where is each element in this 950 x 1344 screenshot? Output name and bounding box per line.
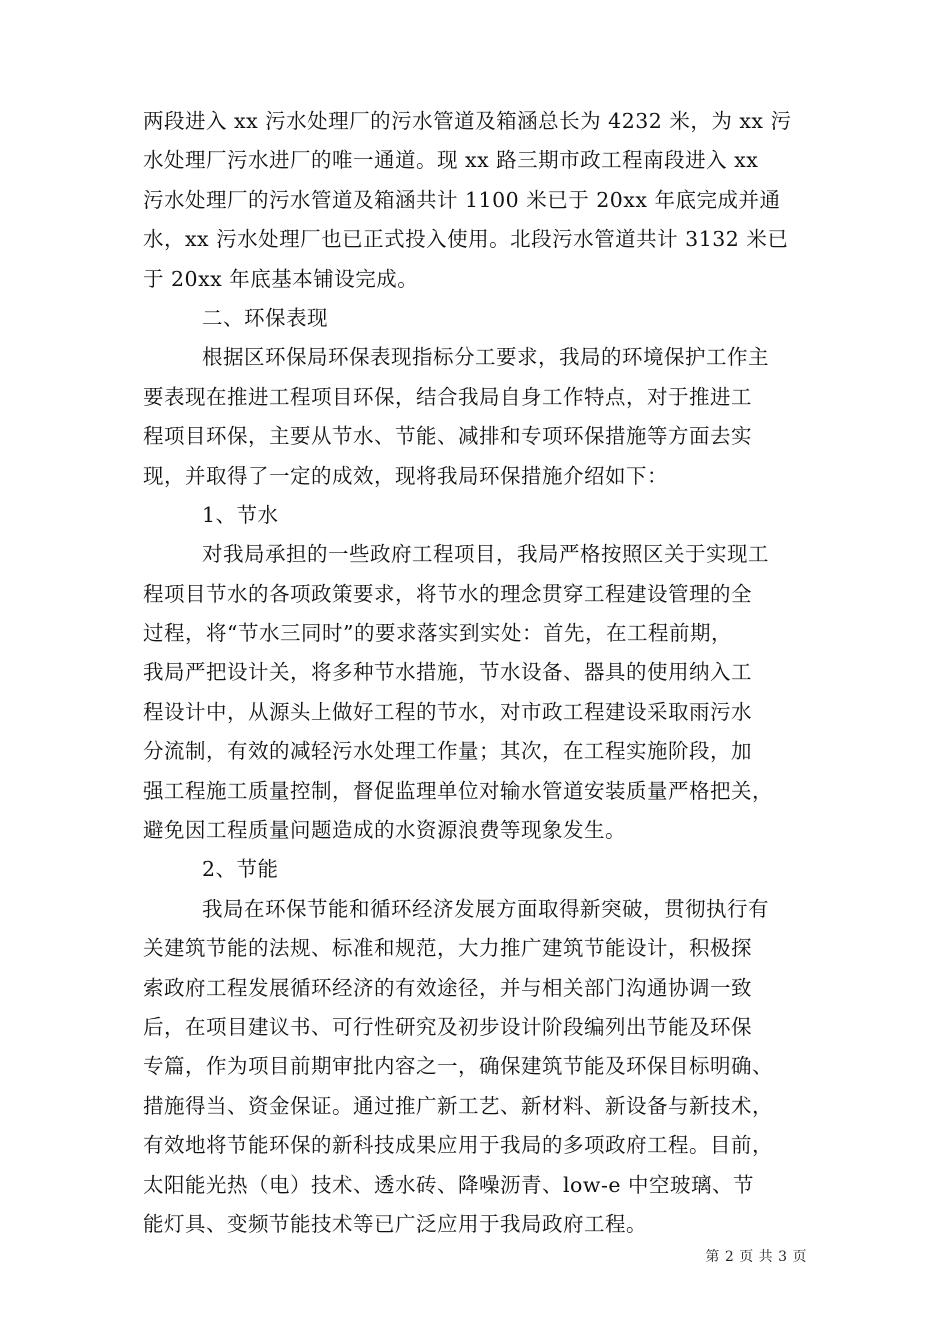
text-line: 太阳能光热（电）技术、透水砖、降噪沥青、low-e 中空玻璃、节 [143,1172,755,1197]
text-line: 我局在环保节能和循环经济发展方面取得新突破，贯彻执行有 [202,896,769,921]
page-number-footer: 第 2 页 共 3 页 [705,1249,807,1265]
text-line: 水，xx 污水处理厂也已正式投入使用。北段污水管道共计 3132 米已 [143,227,789,252]
text-line: 现，并取得了一定的成效，现将我局环保措施介绍如下： [143,463,668,488]
text-line: 能灯具、变频节能技术等已广泛应用于我局政府工程。 [143,1211,647,1236]
text-line: 程项目节水的各项政策要求，将节水的理念贯穿工程建设管理的全 [143,581,752,606]
body-text [143,102,823,1244]
text-line: 水处理厂污水进厂的唯一通道。现 xx 路三期市政工程南段进入 xx [143,148,759,173]
text-line: 根据区环保局环保表现指标分工要求，我局的环境保护工作主 [202,345,769,370]
text-line: 分流制，有效的减轻污水处理工作量；其次，在工程实施阶段，加 [143,739,752,764]
text-line: 有效地将节能环保的新科技成果应用于我局的多项政府工程。目前， [143,1133,773,1158]
section-heading: 二、环保表现 [202,305,328,330]
text-line: 程项目环保，主要从节水、节能、减排和专项环保措施等方面去实 [143,424,752,449]
text-line: 程设计中，从源头上做好工程的节水，对市政工程建设采取雨污水 [143,699,752,724]
text-line: 两段进入 xx 污水处理厂的污水管道及箱涵总长为 4232 米，为 xx 污 [143,109,792,133]
text-line: 要表现在推进工程项目环保，结合我局自身工作特点，对于推进工 [143,384,752,409]
text-line: 专篇，作为项目前期审批内容之一，确保建筑节能及环保目标明确、 [143,1054,773,1079]
text-line: 于 20xx 年底基本铺设完成。 [143,266,419,291]
text-line: 污水处理厂的污水管道及箱涵共计 1100 米已于 20xx 年底完成并通 [143,187,781,212]
text-line: 索政府工程发展循环经济的有效途径，并与相关部门沟通协调一致 [143,975,752,1000]
text-line: 过程，将“节水三同时”的要求落实到实处：首先，在工程前期， [143,621,732,646]
subsection-heading: 1、节水 [202,502,279,527]
subsection-heading: 2、节能 [202,857,279,882]
text-line: 后，在项目建议书、可行性研究及初步设计阶段编列出节能及环保 [143,1014,752,1039]
text-line: 措施得当、资金保证。通过推广新工艺、新材料、新设备与新技术， [143,1093,773,1118]
text-line: 避免因工程质量问题造成的水资源浪费等现象发生。 [143,818,626,843]
text-line: 强工程施工质量控制，督促监理单位对输水管道安装质量严格把关， [143,778,773,803]
text-line: 关建筑节能的法规、标准和规范，大力推广建筑节能设计，积极探 [143,936,752,961]
text-line: 对我局承担的一些政府工程项目，我局严格按照区关于实现工 [202,542,769,567]
text-line: 我局严把设计关，将多种节水措施，节水设备、器具的使用纳入工 [143,660,752,685]
